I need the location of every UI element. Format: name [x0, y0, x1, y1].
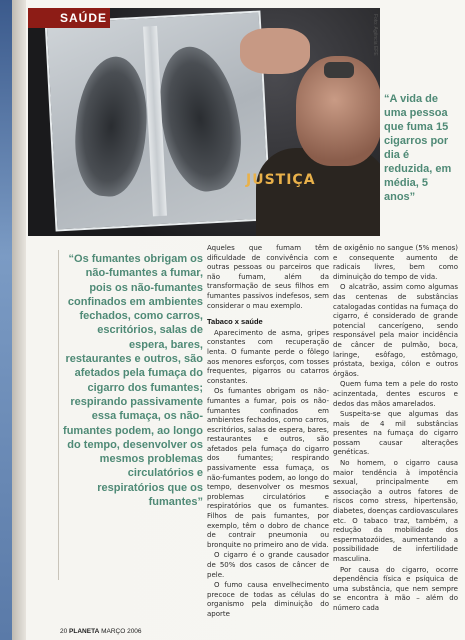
paragraph: Por causa do cigarro, ocorre dependência física e psíquica de uma substância, que nem sempre se encontra à mão – além do número cada: [333, 565, 458, 612]
paragraph: Os fumantes obrigam os não-fumantes a fumar, pois os não-fumantes confinados em ambientes fechados, como carros, escritórios, salas de espera, bares, restaurantes e outros, são afetados pela fumaça do cigarro dos fumantes; respirando passivamente essa fumaça, os não-fumantes podem, ao longo do tempo, desenvolver os mesmos problemas circulatórios e respiratórios que os fumantes. Filhos de pais fumantes, por exemplo, têm o dobro de chance de contrair pneumonia ou bronquite no primeiro ano de vida.: [207, 387, 329, 549]
photo-credit: Foto: Agência EFE: [372, 14, 378, 56]
subheading: Tabaco x saúde: [207, 317, 263, 327]
man-holding-xray: [238, 28, 380, 236]
pull-quote-left: “Os fumantes obrigam os não-fumantes a fumar, pois os não-fumantes confinados em ambientes fechados, como carros, escritórios, salas de espera, bares, restaurantes e outros, são afetados pela fumaça do cigarro dos fumantes; respirando passivamente essa fumaça, os não-fumantes podem, ao longo do tempo, desenvolver os mesmos problemas circulatórios e respiratórios que os fumantes”: [63, 253, 203, 509]
page-footer: [60, 628, 142, 635]
watch-icon: [324, 62, 354, 78]
paragraph: O alcatrão, assim como algumas das centenas de substâncias catalogadas contidas na fumaça do cigarro, é considerado de grande potencial cancerígeno, sendo responsável pela maior incidência de câncer de pulmão, boca, laringe, esôfago, estômago, próstata, bexiga, cólon e outros órgãos.: [333, 283, 458, 378]
paragraph: O fumo causa envelhecimento precoce de todas as células do organismo pela diminuição do aporte: [207, 581, 329, 618]
paragraph: de oxigênio no sangue (5% menos) e consequente aumento de radicais livres, bem como diminuição do tempo de vida.: [333, 244, 458, 281]
paragraph: Suspeita-se que algumas das mais de 4 mil substâncias presentes na fumaça do cigarro possam causar alterações genéticas.: [333, 410, 458, 457]
paragraph: Quem fuma tem a pele do rosto acinzentada, dentes escuros e dedos das mãos amarelados.: [333, 380, 458, 408]
article-column-middle: [207, 244, 329, 621]
section-label: SAÚDE: [60, 11, 108, 25]
paragraph: Aparecimento de asma, gripes constantes com recuperação lenta. O fumante perde o fôlego aos menores esforços, com tosses frequentes, pigarros ou catarros constantes.: [207, 328, 329, 385]
issue-date: MARÇO 2006: [101, 628, 142, 635]
column-rule: [58, 250, 59, 580]
page-spine-shadow: [12, 0, 26, 640]
page-edge-strip: [0, 0, 12, 640]
article-photo: [28, 8, 380, 236]
paragraph: O cigarro é o grande causador de 50% dos casos de câncer de pele.: [207, 551, 329, 579]
section-tag: [28, 8, 110, 28]
page-number: 20: [60, 628, 68, 635]
paragraph: No homem, o cigarro causa maior tendência à impotência sexual, principalmente em associação a outros fatores de riscos como stress, hipertensão, diabetes, doenças cardiovasculares etc. O tabaco traz, também, a redução da mobilidade dos espermatozóides, aumentando a possibilidade de infertilidade masculina.: [333, 459, 458, 563]
pull-quote-right: “A vida de uma pessoa que fuma 15 cigarros por dia é reduzida, em média, 5 anos”: [384, 93, 452, 203]
paragraph: Aqueles que fumam têm dificuldade de convivência com outras pessoas ou parceiros que não fumam, além da transformação de seus filhos em fumantes passivos indefesos, sem considerar o mau exemplo.: [207, 244, 329, 310]
shirt-lettering: JUSTIÇA: [246, 172, 316, 188]
article-column-right: [333, 244, 458, 615]
magazine-name: PLANETA: [69, 628, 100, 635]
